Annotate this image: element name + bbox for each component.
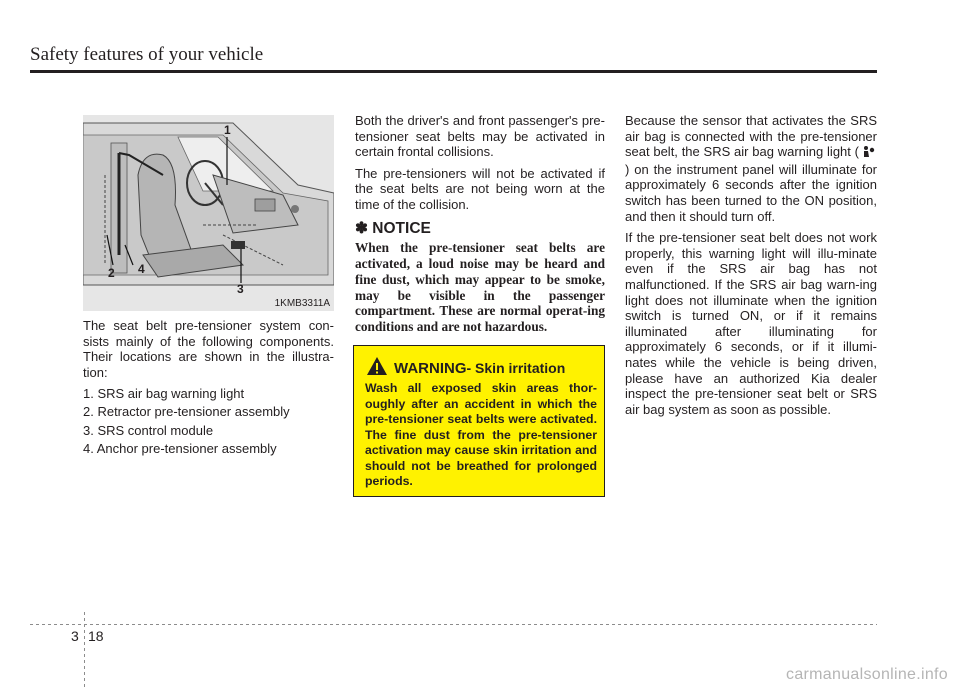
figure-code: 1KMB3311A xyxy=(274,298,330,309)
warning-header xyxy=(366,356,565,380)
paragraph-text-b: ) on the instrument panel will illuminate for approximately 6 seconds after the ignition switch has been turned to the ON position, and then it should turn off. xyxy=(625,161,877,224)
paragraph: Both the driver's and front passenger's pre-tensioner seat belts may be activated in certain frontal collisions. xyxy=(355,113,605,160)
warning-triangle-icon xyxy=(366,356,388,381)
paragraph xyxy=(625,113,877,224)
column-1 xyxy=(83,318,334,459)
footer-vertical-divider xyxy=(84,612,85,689)
watermark: carmanualsonline.info xyxy=(786,666,948,683)
list-item: 3. SRS control module xyxy=(83,422,214,438)
callout-3: 3 xyxy=(237,282,244,296)
paragraph-text-a: Because the sensor that activates the SRS air bag is connected with the pre-tensioner seat belt, the SRS air bag warning light ( xyxy=(625,113,877,160)
callout-2: 2 xyxy=(108,266,115,280)
footer-divider xyxy=(30,624,877,625)
intro-paragraph: The seat belt pre-tensioner system con-sists mainly of the following components. Their locations are shown in the illustra-tion: xyxy=(83,318,334,380)
airbag-warning-icon xyxy=(861,145,875,162)
column-3 xyxy=(625,113,877,423)
paragraph: The pre-tensioners will not be activated if the seat belts are not being worn at the time of the collision. xyxy=(355,165,605,212)
warning-title: WARNING xyxy=(394,359,467,377)
warning-subtitle: - Skin irritation xyxy=(466,360,566,376)
pretensioner-illustration xyxy=(83,115,334,311)
components-list xyxy=(83,386,334,456)
paragraph: If the pre-tensioner seat belt does not work properly, this warning light will illu-minate even if the SRS air bag has not malfunctioned. If the SRS air bag warn-ing light does not illuminate when the ignition switch is turned ON, or if it remains illuminated after illuminating for approximately 6 seconds, or if it illumi-nates while the vehicle is being driven, please have an authorized Kia dealer inspect the pre-tensioner seat belt or SRS air bag system as soon as possible. xyxy=(625,230,877,417)
page-number: 18 xyxy=(88,628,104,644)
car-interior-drawing xyxy=(83,115,334,311)
notice-text: When the pre-tensioner seat belts are activated, a loud noise may be heard and fine dust, which may appear to be smoke, may be visible in the passenger compartment. These are normal operat-ing conditions and are not hazardous. xyxy=(355,240,605,335)
list-item: 4. Anchor pre-tensioner assembly xyxy=(83,440,277,456)
column-2 xyxy=(355,113,605,335)
header-rule xyxy=(30,70,877,73)
warning-box xyxy=(353,345,605,497)
chapter-number: 3 xyxy=(71,628,79,644)
warning-body: Wash all exposed skin areas thor-oughly after an accident in which the pre-tensioner seat belts were activated. The fine dust from the pre-tensioner activation may cause skin irritation and should not be breathed for prolonged periods. xyxy=(365,381,597,488)
list-item: 2. Retractor pre-tensioner assembly xyxy=(83,404,290,420)
page-header-title: Safety features of your vehicle xyxy=(30,44,264,65)
callout-4: 4 xyxy=(138,262,145,276)
notice-heading: ✽ NOTICE xyxy=(355,219,431,237)
list-item: 1. SRS air bag warning light xyxy=(83,386,245,402)
callout-1: 1 xyxy=(224,123,231,137)
